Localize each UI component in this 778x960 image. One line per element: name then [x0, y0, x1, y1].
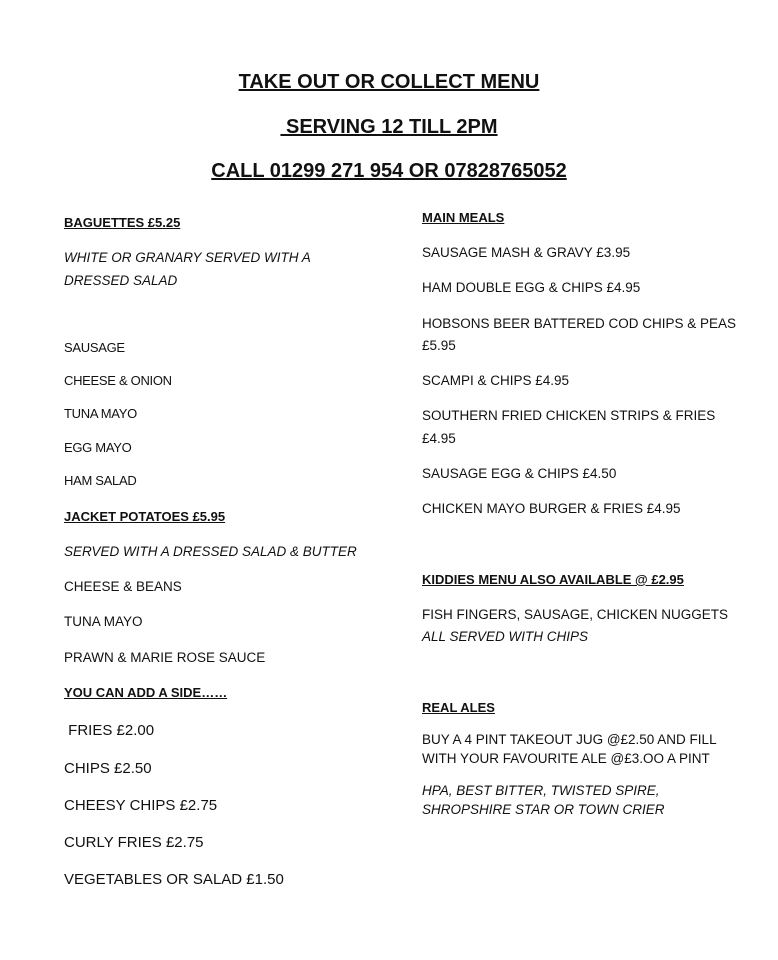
side-item: FRIES £2.00 — [64, 722, 155, 739]
jacket-potatoes-heading: JACKET POTATOES £5.95 — [64, 509, 226, 524]
main-meal-item: HAM DOUBLE EGG & CHIPS £4.95 — [422, 280, 641, 295]
baguettes-heading: BAGUETTES £5.25 — [64, 215, 181, 230]
baguette-item: SAUSAGE — [64, 340, 125, 355]
baguette-item: TUNA MAYO — [64, 406, 137, 421]
sides-heading: YOU CAN ADD A SIDE…… — [64, 685, 228, 700]
kiddies-menu-items: FISH FINGERS, SAUSAGE, CHICKEN NUGGETS — [422, 607, 729, 622]
side-item: CHIPS £2.50 — [64, 760, 152, 777]
jacket-potatoes-description: SERVED WITH A DRESSED SALAD & BUTTER — [64, 544, 357, 559]
main-meal-item: SAUSAGE EGG & CHIPS £4.50 — [422, 466, 617, 481]
side-item: CHEESY CHIPS £2.75 — [64, 797, 218, 814]
kiddies-menu-heading: KIDDIES MENU ALSO AVAILABLE @ £2.95 — [422, 572, 684, 587]
main-meal-item: CHICKEN MAYO BURGER & FRIES £4.95 — [422, 501, 681, 516]
jacket-potato-item: TUNA MAYO — [64, 614, 143, 629]
baguette-item: CHEESE & ONION — [64, 373, 172, 388]
main-meals-heading: MAIN MEALS — [422, 210, 505, 225]
main-meal-price: £4.95 — [422, 431, 456, 446]
baguette-item: EGG MAYO — [64, 440, 132, 455]
baguettes-description-line-1: WHITE OR GRANARY SERVED WITH A — [64, 250, 311, 265]
menu-title: TAKE OUT OR COLLECT MENU — [238, 71, 540, 93]
phone-numbers: CALL 01299 271 954 OR 07828765052 — [211, 160, 567, 182]
main-meal-item: SAUSAGE MASH & GRAVY £3.95 — [422, 245, 631, 260]
jacket-potato-item: PRAWN & MARIE ROSE SAUCE — [64, 650, 266, 665]
real-ales-offer-line-1: BUY A 4 PINT TAKEOUT JUG @£2.50 AND FILL — [422, 732, 717, 747]
baguette-item: HAM SALAD — [64, 473, 137, 488]
side-item: VEGETABLES OR SALAD £1.50 — [64, 871, 284, 888]
real-ales-heading: REAL ALES — [422, 700, 495, 715]
jacket-potato-item: CHEESE & BEANS — [64, 579, 182, 594]
real-ales-offer-line-2: WITH YOUR FAVOURITE ALE @£3.OO A PINT — [422, 751, 710, 766]
serving-hours: SERVING 12 TILL 2PM — [280, 116, 498, 138]
main-meal-price: £5.95 — [422, 338, 456, 353]
side-item: CURLY FRIES £2.75 — [64, 834, 204, 851]
baguettes-description-line-2: DRESSED SALAD — [64, 273, 178, 288]
real-ales-list-line-1: HPA, BEST BITTER, TWISTED SPIRE, — [422, 783, 660, 798]
main-meal-item: HOBSONS BEER BATTERED COD CHIPS & PEAS — [422, 316, 737, 331]
main-meal-item: SCAMPI & CHIPS £4.95 — [422, 373, 570, 388]
main-meal-item: SOUTHERN FRIED CHICKEN STRIPS & FRIES — [422, 408, 716, 423]
real-ales-list-line-2: SHROPSHIRE STAR OR TOWN CRIER — [422, 802, 665, 817]
kiddies-menu-note: ALL SERVED WITH CHIPS — [422, 629, 589, 644]
